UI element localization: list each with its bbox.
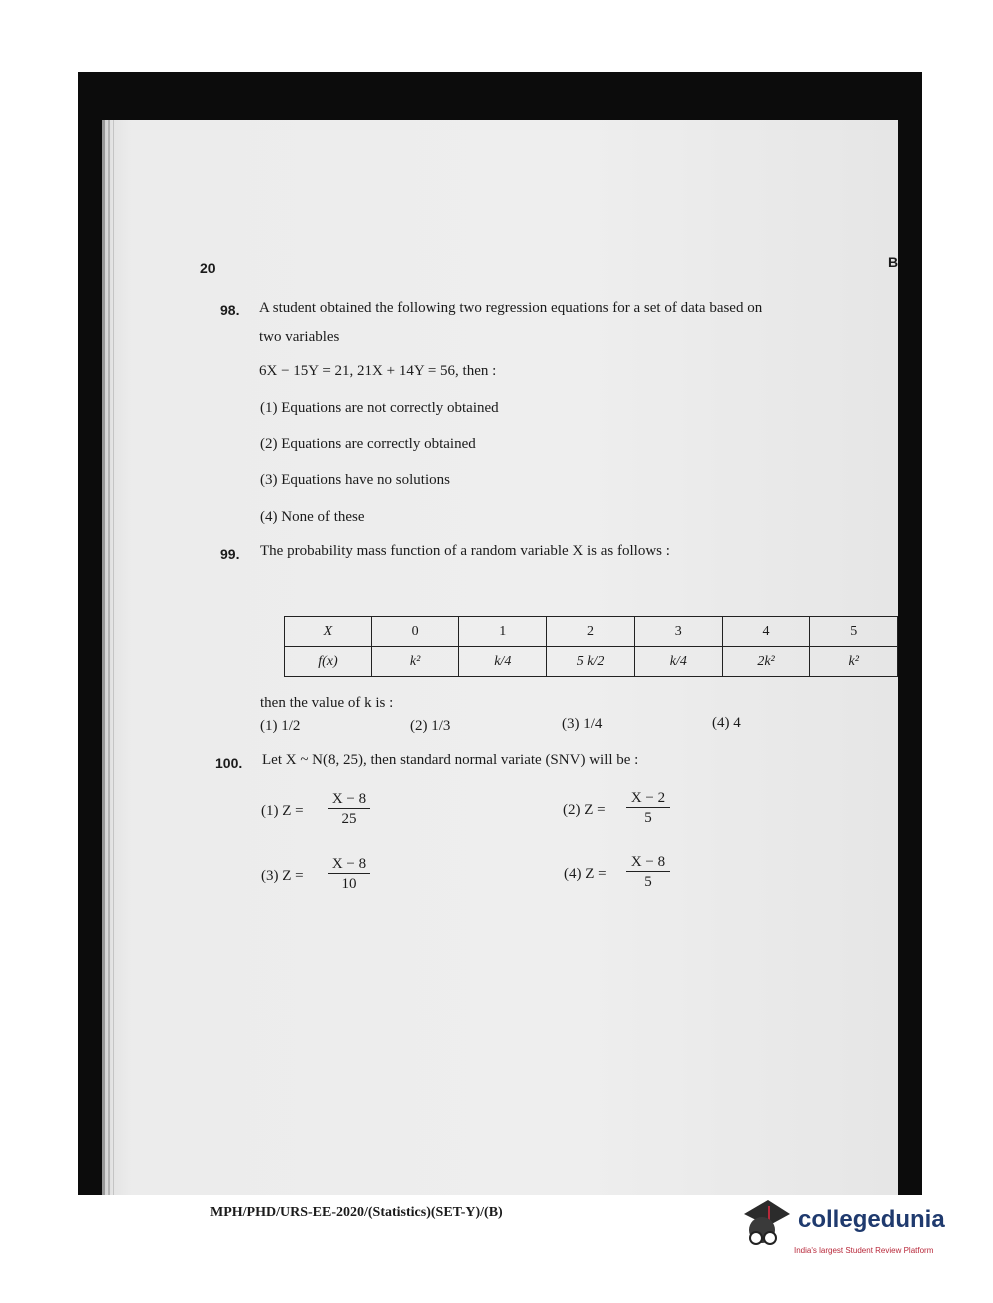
question-98-equations: 6X − 15Y = 21, 21X + 14Y = 56, then :: [259, 363, 497, 379]
question-98-text-cont: two variables: [259, 329, 340, 345]
table-cell: 2k²: [722, 647, 810, 677]
question-98-text: A student obtained the following two regression equations for a set of data based on: [259, 300, 763, 316]
page-edge: [102, 120, 105, 1195]
fraction-numerator: X − 8: [328, 791, 370, 809]
option-99-3: (3) 1/4: [562, 716, 603, 732]
option-98-2: (2) Equations are correctly obtained: [260, 436, 476, 452]
fraction-denominator: 25: [341, 811, 357, 827]
table-cell: 2: [547, 617, 635, 647]
option-100-1-fraction: [328, 791, 370, 828]
table-cell: 0: [371, 617, 459, 647]
logo-wordmark: collegedunia: [798, 1206, 945, 1233]
table-cell: f(x): [285, 647, 372, 677]
option-100-4-label: (4) Z =: [564, 866, 607, 882]
table-cell: X: [285, 617, 372, 647]
option-100-4-fraction: [626, 854, 670, 891]
option-99-2: (2) 1/3: [410, 718, 451, 734]
fraction-denominator: 5: [644, 874, 652, 890]
question-99-text: The probability mass function of a random variable X is as follows :: [260, 543, 670, 559]
paper-code: MPH/PHD/URS-EE-2020/(Statistics)(SET-Y)/(B): [210, 1205, 503, 1220]
table-cell: k/4: [634, 647, 722, 677]
pmf-table: [284, 616, 898, 677]
fraction-numerator: X − 8: [626, 854, 670, 872]
logo-tagline: India's largest Student Review Platform: [794, 1246, 934, 1255]
exam-sheet: [102, 120, 899, 1220]
option-100-3-label: (3) Z =: [261, 868, 304, 884]
question-100-text: Let X ~ N(8, 25), then standard normal variate (SNV) will be :: [262, 752, 639, 768]
option-100-2-fraction: [626, 790, 670, 827]
fraction-denominator: 5: [644, 810, 652, 826]
fraction-numerator: X − 2: [626, 790, 670, 808]
question-99-then: then the value of k is :: [260, 695, 394, 711]
collegedunia-logo: [738, 1196, 968, 1266]
table-cell: 5: [810, 617, 898, 647]
option-100-3-fraction: [328, 856, 370, 893]
option-100-2-label: (2) Z =: [563, 802, 606, 818]
fraction-numerator: X − 8: [328, 856, 370, 874]
page-number: 20: [200, 260, 216, 276]
option-99-4: (4) 4: [712, 715, 741, 731]
table-row: [285, 647, 898, 677]
option-100-1-label: (1) Z =: [261, 803, 304, 819]
table-cell: 1: [459, 617, 547, 647]
table-cell: 3: [634, 617, 722, 647]
table-cell: 4: [722, 617, 810, 647]
question-98-number: 98.: [220, 302, 240, 318]
option-98-4: (4) None of these: [260, 509, 365, 525]
page-edge: [113, 120, 114, 1195]
scanned-page: [78, 72, 922, 1220]
table-cell: k/4: [459, 647, 547, 677]
fraction-denominator: 10: [341, 876, 357, 892]
option-98-1: (1) Equations are not correctly obtained: [260, 400, 499, 416]
set-letter: B: [888, 254, 899, 270]
table-cell: k²: [810, 647, 898, 677]
question-100-number: 100.: [215, 755, 243, 771]
table-cell: 5 k/2: [547, 647, 635, 677]
page-edge: [108, 120, 110, 1195]
table-cell: k²: [371, 647, 459, 677]
mascot-icon: [738, 1196, 794, 1256]
table-row: [285, 617, 898, 647]
option-98-3: (3) Equations have no solutions: [260, 472, 450, 488]
question-99-number: 99.: [220, 546, 240, 562]
option-99-1: (1) 1/2: [260, 718, 301, 734]
